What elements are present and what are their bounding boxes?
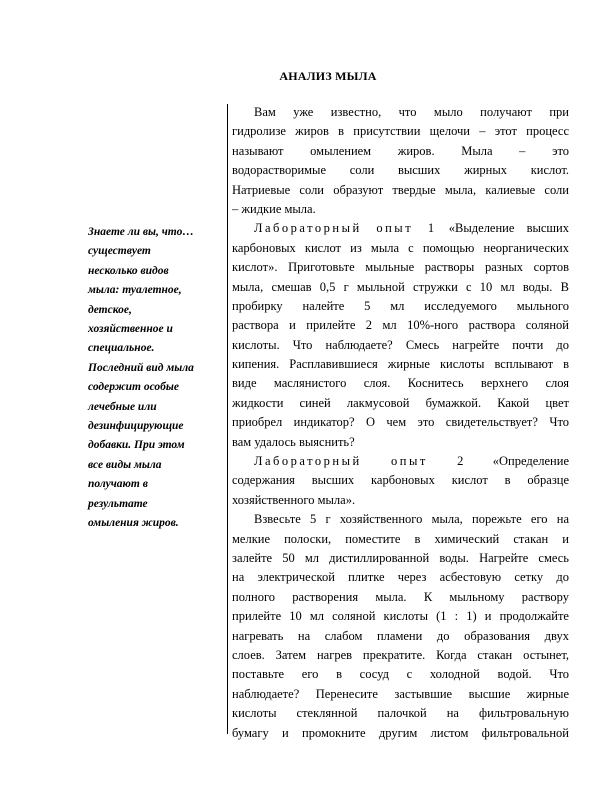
exp1-heading-line bbox=[232, 219, 569, 238]
intro-line: Натриевые соли образуют твердые мыла, калиевые соли bbox=[232, 182, 569, 197]
exp1-line: виде маслянистого слоя. Коснитесь верхнего слоя bbox=[232, 376, 569, 391]
sidebar-line: содержит особые bbox=[88, 381, 179, 394]
exp1-label: Лабораторный опыт 1 bbox=[254, 221, 437, 236]
sidebar-note bbox=[88, 223, 213, 534]
procedure-line: слоев. Затем нагрев прекратите. Когда стакан остынет, bbox=[232, 647, 569, 662]
sidebar-line: Знаете ли вы, что… bbox=[88, 226, 194, 238]
intro-line: водорастворимые соли высших жирных кислот. bbox=[232, 163, 569, 178]
intro-line: Вам уже известно, что мыло получают при bbox=[254, 105, 569, 119]
sidebar-line: детское, bbox=[88, 303, 132, 316]
exp1-line: вам удалось выяснить? bbox=[232, 434, 355, 449]
exp1-line: кислот». Приготовьте мыльные растворы разных сортов bbox=[232, 260, 569, 275]
sidebar-line: омыления жиров. bbox=[88, 517, 179, 530]
sidebar-line: хозяйственное и bbox=[88, 323, 173, 336]
sidebar-line: получают в bbox=[88, 478, 148, 491]
procedure-line: полного растворения мыла. К мыльному раствору bbox=[232, 589, 569, 604]
exp1-line: кипения. Расплавившиеся жирные кислоты всплывают в bbox=[232, 357, 569, 372]
intro-line: гидролизе жиров в присутствии щелочи – этот процесс bbox=[232, 124, 569, 139]
sidebar-line: существует bbox=[88, 245, 151, 258]
sidebar-line: специальное. bbox=[88, 342, 155, 355]
sidebar-line: результате bbox=[88, 497, 148, 510]
exp1-line: раствора и прилейте 2 мл 10%-ного раствора соляной bbox=[232, 318, 569, 333]
exp1-line: карбоновых кислот из мыла с помощью неорганических bbox=[232, 240, 569, 255]
sidebar-line: мыла: туалетное, bbox=[88, 284, 182, 297]
exp2-line: хозяйственного мыла». bbox=[232, 492, 356, 507]
sidebar-line: дезинфицирующие bbox=[88, 420, 184, 433]
sidebar-line: несколько видов bbox=[88, 264, 169, 277]
procedure-line: нагревать на слабом пламени до образования двух bbox=[232, 628, 569, 643]
procedure-line: залейте 50 мл дистиллированной воды. Нагрейте смесь bbox=[232, 550, 569, 565]
intro-line: – жидкие мыла. bbox=[232, 201, 316, 216]
procedure-line: наблюдаете? Перенесите застывшие высшие жирные bbox=[232, 686, 569, 701]
procedure-line: кислоты стеклянной палочкой на фильтровальную bbox=[232, 706, 569, 721]
exp2-line: содержания высших карбоновых кислот в образце bbox=[232, 473, 569, 488]
exp1-title-start: «Выделение высших bbox=[448, 221, 569, 236]
intro-line: называют омылением жиров. Мыла – это bbox=[232, 143, 569, 158]
procedure-line: поставьте его в сосуд с холодной водой. Что bbox=[232, 667, 569, 682]
page-title: АНАЛИЗ МЫЛА bbox=[279, 69, 377, 83]
exp1-line: жидкости синей лакмусовой бумажкой. Какой цвет bbox=[232, 395, 569, 410]
procedure-line: Взвесьте 5 г хозяйственного мыла, порежьте его на bbox=[254, 512, 569, 527]
exp2-label: Лабораторный опыт 2 bbox=[254, 454, 466, 469]
exp2-heading-line bbox=[232, 452, 569, 471]
sidebar-line: добавки. При этом bbox=[88, 439, 185, 452]
main-text bbox=[232, 103, 569, 743]
procedure-line: прилейте 10 мл соляной кислоты (1 : 1) и продолжайте bbox=[232, 609, 569, 624]
sidebar-line: лечебные или bbox=[88, 400, 157, 413]
sidebar-line: Последний вид мыла bbox=[88, 361, 194, 374]
procedure-line: на электрической плитке через асбестовую сетку до bbox=[232, 570, 569, 585]
exp1-line: мыла, смешав 0,5 г мыльной стружки с 10 мл воды. В bbox=[232, 279, 569, 294]
exp1-line: приобрел индикатор? О чем это свидетельствует? Что bbox=[232, 415, 569, 430]
procedure-line: мелкие полоски, поместите в химический стакан и bbox=[232, 531, 569, 546]
column-divider bbox=[227, 104, 228, 734]
exp2-title-start: «Определение bbox=[492, 454, 569, 469]
exp1-line: кислоты. Что наблюдаете? Смесь нагрейте почти до bbox=[232, 337, 569, 352]
sidebar-line: все виды мыла bbox=[88, 458, 162, 471]
exp1-line: пробирку налейте 5 мл исследуемого мыльного bbox=[232, 298, 569, 313]
procedure-line: бумагу и промокните другим листом фильтровальной bbox=[232, 725, 569, 740]
